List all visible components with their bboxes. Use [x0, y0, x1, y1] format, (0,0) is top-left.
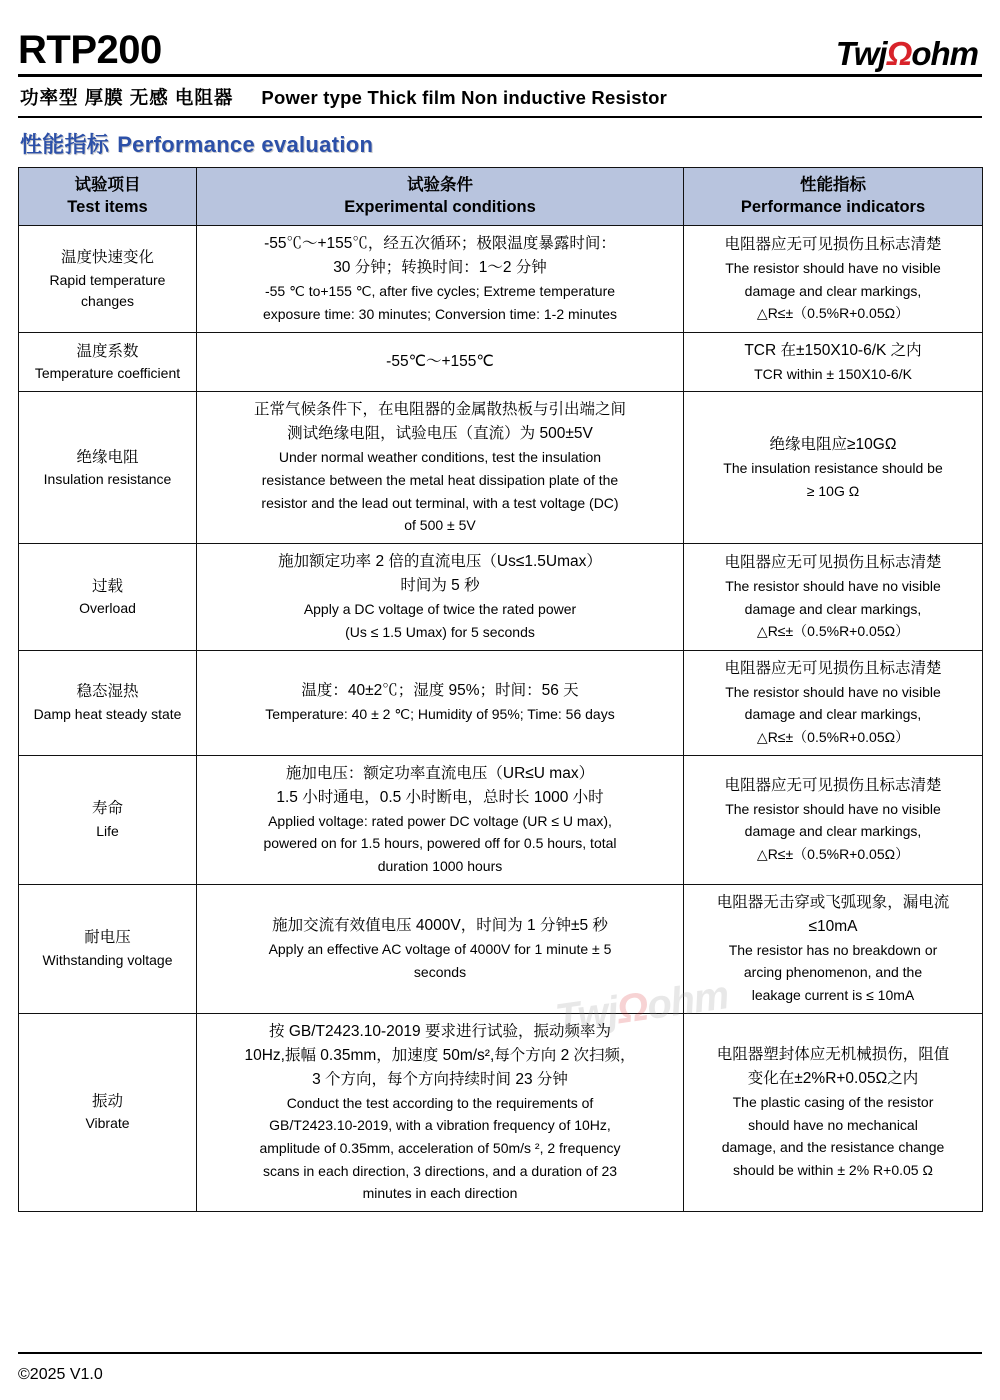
indicator-line-en: The resistor should have no visible	[725, 260, 941, 277]
cell-performance-indicator	[684, 755, 983, 884]
indicator-line-en: damage and clear markings,	[744, 282, 922, 299]
table-row	[19, 1013, 983, 1211]
condition-line-cn: 正常气候条件下，在电阻器的金属散热板与引出端之间	[253, 401, 626, 419]
column-header-cn: 试验项目	[74, 176, 141, 194]
condition-line-en: GB/T2423.10-2019, with a vibration frequency of 10Hz,	[269, 1117, 611, 1134]
condition-line-cn: 1.5 小时通电，0.5 小时断电，总时长 1000 小时	[276, 788, 604, 806]
indicator-line-en: should be within ± 2% R+0.05 Ω	[733, 1162, 933, 1179]
condition-line-en: Apply a DC voltage of twice the rated power	[303, 601, 577, 618]
column-header-test-items	[19, 168, 197, 226]
footer-copyright: ©2025 V1.0	[18, 1366, 103, 1383]
indicator-line-en: The insulation resistance should be	[723, 460, 943, 477]
condition-line-en: (Us ≤ 1.5 Umax) for 5 seconds	[345, 623, 535, 640]
table-row	[19, 755, 983, 884]
cell-performance-indicator	[684, 884, 983, 1013]
company-logo	[836, 37, 982, 70]
watermark-omega-icon: Ω	[614, 984, 651, 1033]
subtitle-chinese: 功率型 厚膜 无感 电阻器	[20, 87, 234, 108]
condition-line-cn: 30 分钟；转换时间：1～2 分钟	[333, 259, 547, 277]
test-item-en: Overload	[79, 599, 136, 616]
indicator-line-en: The plastic casing of the resistor	[732, 1094, 934, 1111]
test-item-cn: 温度快速变化	[60, 249, 154, 267]
indicator-line-en: arcing phenomenon, and the	[743, 964, 923, 981]
table-row	[19, 884, 983, 1013]
indicator-line-en: The resistor should have no visible	[725, 800, 941, 817]
test-item-en: Rapid temperature changes	[49, 271, 166, 309]
test-item-cn: 绝缘电阻	[76, 448, 139, 466]
logo-text-left: Twj	[835, 35, 887, 72]
indicator-line-en: damage and clear markings,	[744, 600, 922, 617]
watermark-text-right: ohm	[644, 973, 732, 1029]
indicator-line-en: △R≤±（0.5%R+0.05Ω）	[756, 623, 910, 640]
condition-line-en: exposure time: 30 minutes; Conversion time: 1-2 minutes	[262, 306, 618, 323]
cell-test-item	[19, 650, 197, 755]
table-header-row	[19, 168, 983, 226]
column-header-en: Performance indicators	[740, 198, 926, 217]
table-row	[19, 650, 983, 755]
cell-experimental-conditions	[197, 392, 684, 544]
test-item-en: Life	[96, 822, 119, 839]
column-header-en: Experimental conditions	[344, 198, 536, 217]
condition-line-cn: 测试绝缘电阻，试验电压（直流）为 500±5V	[287, 425, 593, 443]
condition-line-en: Temperature: 40 ± 2 ℃; Humidity of 95%; Time: 56 days	[265, 706, 615, 723]
condition-line-en: amplitude of 0.35mm, acceleration of 50m/s ², 2 frequency	[259, 1140, 621, 1157]
table-row	[19, 544, 983, 650]
indicator-line-en: leakage current is ≤ 10mA	[751, 986, 915, 1003]
document-header	[18, 14, 982, 70]
indicator-line-en: damage, and the resistance change	[721, 1139, 945, 1156]
condition-line-en: -55 ℃ to+155 ℃, after five cycles; Extreme temperature	[264, 283, 616, 300]
cell-performance-indicator	[684, 226, 983, 332]
cell-test-item	[19, 392, 197, 544]
cell-performance-indicator	[684, 332, 983, 392]
condition-line-cn: -55℃～+155℃	[386, 353, 494, 371]
test-item-cn: 耐电压	[84, 929, 131, 947]
condition-line-en: resistor and the lead out terminal, with a test voltage (DC)	[261, 494, 619, 511]
product-subtitle	[18, 77, 982, 116]
indicator-line-cn: ≤10mA	[808, 917, 858, 935]
indicator-line-cn: 电阻器应无可见损伤且标志清楚	[724, 236, 942, 254]
column-header-cn: 试验条件	[407, 176, 473, 194]
indicator-line-en: △R≤±（0.5%R+0.05Ω）	[756, 728, 910, 745]
indicator-line-cn: TCR 在±150X10-6/K 之内	[744, 341, 922, 359]
footer-divider	[18, 1352, 982, 1354]
indicator-line-en: △R≤±（0.5%R+0.05Ω）	[756, 305, 910, 322]
test-item-en: Vibrate	[85, 1115, 130, 1132]
test-item-cn: 寿命	[91, 800, 123, 818]
cell-experimental-conditions	[197, 1013, 684, 1211]
column-header-en: Test items	[67, 198, 148, 217]
cell-performance-indicator	[684, 544, 983, 650]
indicator-line-en: The resistor has no breakdown or	[728, 941, 938, 958]
condition-line-en: powered on for 1.5 hours, powered off for 0.5 hours, total	[263, 835, 617, 852]
test-item-en: Damp heat steady state	[33, 705, 182, 722]
performance-evaluation-table	[18, 167, 983, 1212]
test-item-cn: 过载	[91, 577, 123, 595]
section-heading-english: Performance evaluation	[117, 132, 374, 157]
condition-line-cn: 3 个方向，每个方向持续时间 23 分钟	[312, 1070, 568, 1088]
condition-line-cn: 10Hz,振幅 0.35mm，加速度 50m/s²,每个方向 2 次扫频，	[244, 1046, 636, 1064]
indicator-line-en: ≥ 10G Ω	[806, 482, 860, 499]
test-item-cn: 温度系数	[76, 342, 139, 360]
condition-line-cn: 施加额定功率 2 倍的直流电压（Us≤1.5Umax）	[278, 553, 602, 571]
indicator-line-cn: 电阻器应无可见损伤且标志清楚	[724, 659, 942, 677]
condition-line-en: minutes in each direction	[362, 1185, 518, 1202]
indicator-line-en: △R≤±（0.5%R+0.05Ω）	[756, 845, 910, 862]
test-item-en: Temperature coefficient	[34, 365, 181, 382]
condition-line-en: Under normal weather conditions, test the insulation	[278, 449, 602, 466]
logo-text-right: ohm	[911, 35, 978, 72]
table-row	[19, 226, 983, 332]
page-title: RTP200	[18, 28, 162, 72]
condition-line-en: duration 1000 hours	[377, 857, 503, 874]
indicator-line-cn: 变化在±2%R+0.05Ω之内	[747, 1070, 919, 1087]
cell-experimental-conditions	[197, 332, 684, 392]
indicator-line-cn: 电阻器应无可见损伤且标志清楚	[724, 553, 942, 571]
indicator-line-en: The resistor should have no visible	[725, 683, 941, 700]
condition-line-en: Conduct the test according to the requirements of	[286, 1094, 594, 1111]
omega-icon: Ω	[886, 35, 912, 72]
condition-line-cn: 施加电压：额定功率直流电压（UR≤U max）	[285, 764, 595, 782]
cell-performance-indicator	[684, 392, 983, 544]
condition-line-cn: -55℃～+155℃，经五次循环；极限温度暴露时间：	[264, 235, 616, 253]
condition-line-en: resistance between the metal heat dissipation plate of the	[261, 472, 619, 489]
cell-performance-indicator	[684, 1013, 983, 1211]
condition-line-cn: 时间为 5 秒	[400, 577, 480, 595]
watermark-text-left: Twj	[552, 988, 621, 1041]
table-row	[19, 332, 983, 392]
cell-test-item	[19, 1013, 197, 1211]
condition-line-cn: 施加交流有效值电压 4000V，时间为 1 分钟±5 秒	[272, 916, 608, 934]
section-heading-chinese: 性能指标	[20, 132, 110, 157]
test-item-en: Withstanding voltage	[42, 951, 173, 968]
indicator-line-en: The resistor should have no visible	[725, 577, 941, 594]
indicator-line-cn: 绝缘电阻应≥10GΩ	[769, 436, 897, 454]
cell-experimental-conditions	[197, 226, 684, 332]
indicator-line-en: TCR within ± 150X10-6/K	[754, 365, 912, 382]
cell-performance-indicator	[684, 650, 983, 755]
condition-line-cn: 温度：40±2℃；湿度 95%；时间：56 天	[301, 682, 579, 700]
indicator-line-cn: 电阻器应无可见损伤且标志清楚	[724, 776, 942, 794]
condition-line-en: of 500 ± 5V	[404, 517, 476, 534]
indicator-line-cn: 电阻器无击穿或飞弧现象，漏电流	[716, 893, 950, 911]
cell-test-item	[19, 332, 197, 392]
indicator-line-en: damage and clear markings,	[744, 706, 922, 723]
cell-experimental-conditions	[197, 650, 684, 755]
cell-experimental-conditions	[197, 544, 684, 650]
cell-test-item	[19, 884, 197, 1013]
cell-test-item	[19, 544, 197, 650]
cell-experimental-conditions	[197, 884, 684, 1013]
condition-line-en: Applied voltage: rated power DC voltage (UR ≤ U max),	[268, 812, 612, 829]
indicator-line-cn: 电阻器塑封体应无机械损伤，阻值	[716, 1045, 950, 1063]
cell-test-item	[19, 226, 197, 332]
column-header-performance-indicators	[684, 168, 983, 226]
cell-experimental-conditions	[197, 755, 684, 884]
column-header-cn: 性能指标	[800, 176, 866, 194]
condition-line-en: seconds	[413, 963, 467, 980]
cell-test-item	[19, 755, 197, 884]
condition-line-en: Apply an effective AC voltage of 4000V for 1 minute ± 5	[268, 940, 612, 957]
column-header-experimental-conditions	[197, 168, 684, 226]
table-row	[19, 392, 983, 544]
indicator-line-en: should have no mechanical	[748, 1116, 918, 1133]
condition-line-cn: 按 GB/T2423.10-2019 要求进行试验，振动频率为	[269, 1022, 611, 1040]
test-item-cn: 振动	[91, 1093, 123, 1111]
test-item-en: Insulation resistance	[43, 470, 172, 487]
subtitle-english: Power type Thick film Non inductive Resistor	[261, 87, 668, 108]
section-heading	[18, 118, 982, 167]
indicator-line-en: damage and clear markings,	[744, 823, 922, 840]
test-item-cn: 稳态湿热	[76, 683, 139, 701]
condition-line-en: scans in each direction, 3 directions, and a duration of 23	[262, 1162, 618, 1179]
